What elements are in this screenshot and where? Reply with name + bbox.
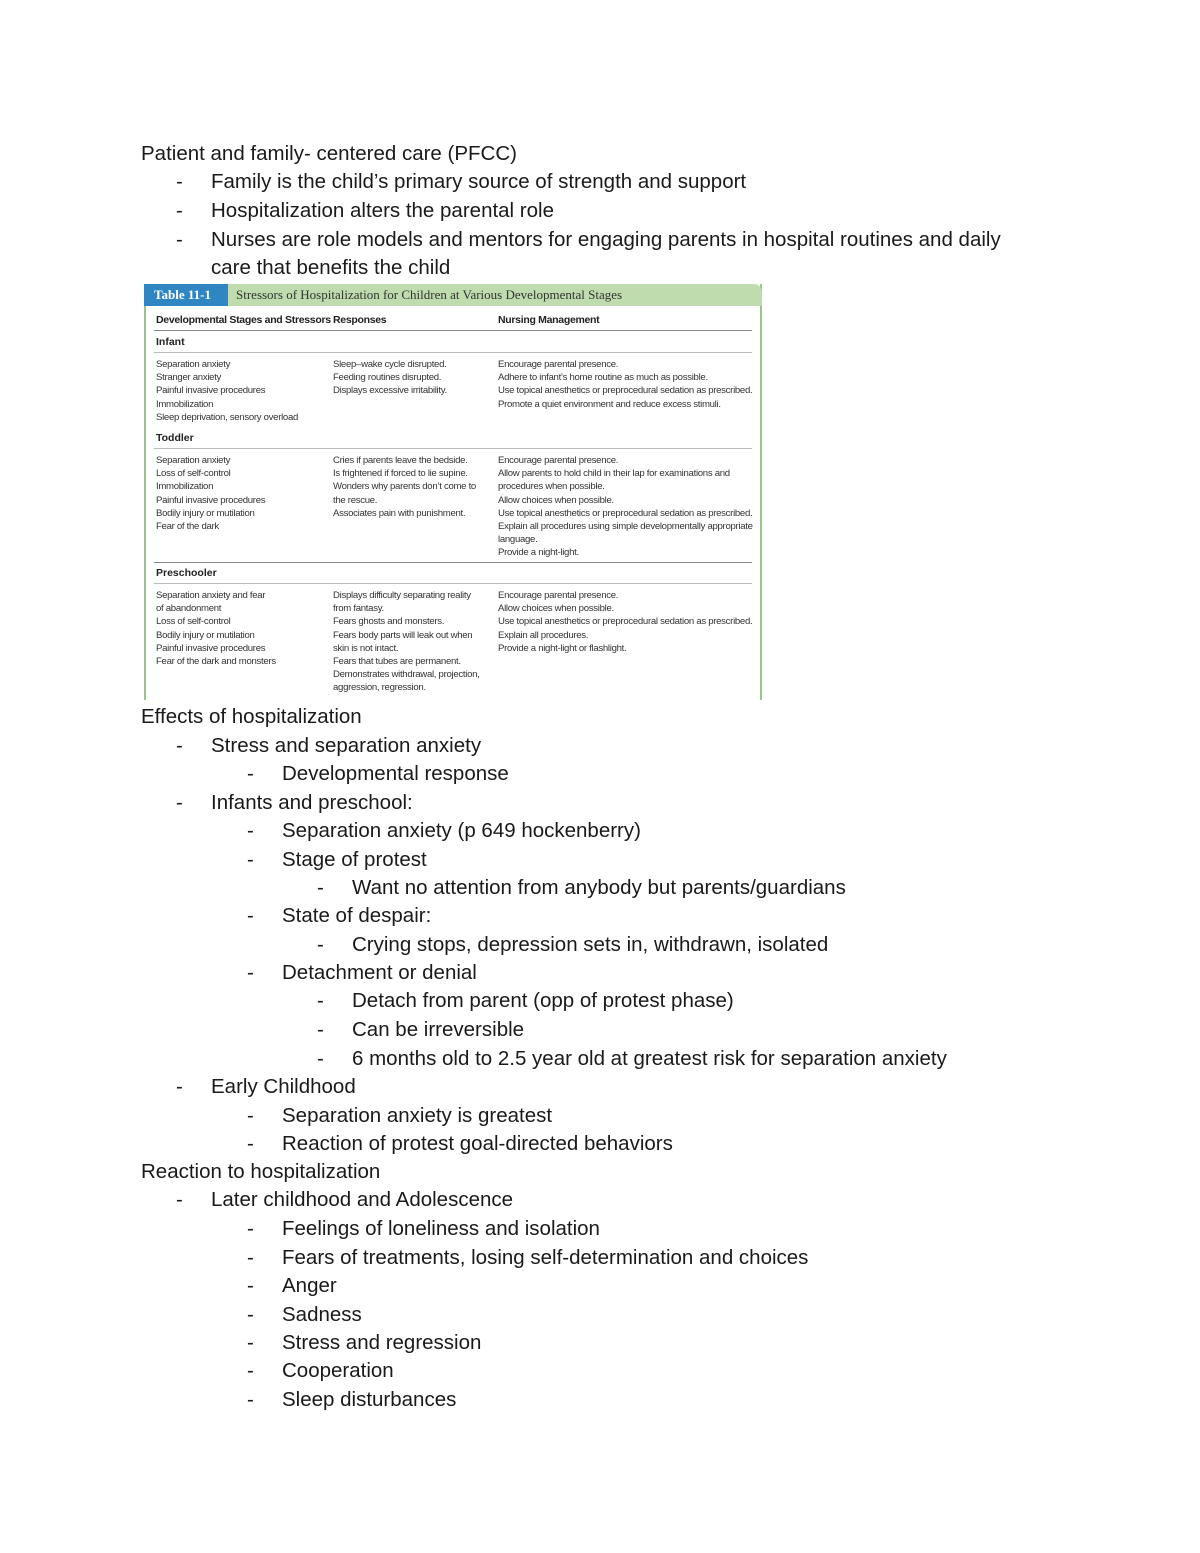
list-item: Detachment or denial: [282, 961, 477, 984]
stage-rule: [154, 352, 752, 353]
table-line: Wonders why parents don’t come to: [333, 481, 476, 493]
list-item: Stress and regression: [282, 1331, 482, 1354]
bullet-dash: -: [247, 819, 254, 842]
table-line: Feeding routines disrupted.: [333, 372, 442, 384]
bullet-dash: -: [247, 1217, 254, 1240]
bullet-dash: -: [176, 791, 183, 814]
table-line: Cries if parents leave the bedside.: [333, 455, 468, 466]
table-line: Adhere to infant’s home routine as much as possible.: [498, 372, 708, 384]
table-line: Displays difficulty separating reality: [333, 590, 471, 601]
table-line: Bodily injury or mutilation: [156, 507, 255, 519]
table-line: Allow parents to hold child in their lap for examinations and: [498, 468, 730, 480]
bullet-item-continuation: care that benefits the child: [211, 256, 451, 279]
bullet-dash: -: [176, 734, 183, 757]
table-line: the rescue.: [333, 494, 378, 506]
table-line: Painful invasive procedures: [156, 642, 266, 654]
bullet-dash: -: [317, 989, 324, 1012]
table-line: Associates pain with punishment.: [333, 507, 466, 519]
cell-responses-infant: [333, 358, 447, 398]
table-line: Demonstrates withdrawal, projection,: [333, 669, 480, 681]
column-header-stressors: Developmental Stages and Stressors: [156, 314, 331, 326]
bullet-dash: -: [176, 1075, 183, 1098]
list-item: Crying stops, depression sets in, withdrawn, isolated: [352, 933, 829, 956]
table-line: Loss of self-control: [156, 468, 231, 480]
stage-label-toddler: Toddler: [156, 432, 194, 444]
cell-management-toddler: [498, 454, 753, 560]
list-item: Separation anxiety (p 649 hockenberry): [282, 819, 641, 842]
bullet-dash: -: [247, 1274, 254, 1297]
list-item: Reaction of protest goal-directed behaviors: [282, 1132, 673, 1155]
header-rule: [154, 330, 752, 331]
table-line: Loss of self-control: [156, 616, 231, 628]
bullet-item: Hospitalization alters the parental role: [211, 199, 554, 222]
table-line: Promote a quiet environment and reduce excess stimuli.: [498, 398, 721, 410]
table-line: Allow choices when possible.: [498, 494, 614, 506]
bullet-dash: -: [247, 1104, 254, 1127]
table-line: Fears ghosts and monsters.: [333, 616, 445, 628]
table-line: Fears body parts will leak out when: [333, 629, 473, 641]
table-line: Use topical anesthetics or preprocedural sedation as prescribed.: [498, 616, 753, 628]
table-line: Sleep deprivation, sensory overload: [156, 411, 299, 423]
bullet-dash: -: [317, 1047, 324, 1070]
table-line: Use topical anesthetics or preprocedural sedation as prescribed.: [498, 507, 753, 519]
list-item: Cooperation: [282, 1359, 394, 1382]
table-line: Fear of the dark: [156, 520, 219, 532]
list-item: Anger: [282, 1274, 337, 1297]
table-line: Stranger anxiety: [156, 372, 222, 384]
table-line: Encourage parental presence.: [498, 590, 619, 601]
cell-responses-toddler: [333, 454, 476, 520]
table-header-bar: [144, 284, 762, 306]
table-line: skin is not intact.: [333, 642, 399, 654]
table-line: Encourage parental presence.: [498, 455, 619, 466]
column-header-responses: Responses: [333, 314, 387, 326]
bullet-dash: -: [176, 228, 183, 251]
bullet-dash: -: [247, 762, 254, 785]
stage-rule: [154, 583, 752, 584]
list-item: Stress and separation anxiety: [211, 734, 482, 757]
table-line: Painful invasive procedures: [156, 385, 266, 397]
table-line: Immobilization: [156, 481, 214, 493]
list-item: Separation anxiety is greatest: [282, 1104, 553, 1127]
table-line: Fears that tubes are permanent.: [333, 655, 461, 667]
table-line: of abandonment: [156, 603, 222, 615]
bullet-dash: -: [247, 1246, 254, 1269]
table-line: Use topical anesthetics or preprocedural sedation as prescribed.: [498, 385, 753, 397]
list-item: Sadness: [282, 1303, 362, 1326]
list-item: Sleep disturbances: [282, 1388, 457, 1411]
table-title: Stressors of Hospitalization for Children at Various Developmental Stages: [236, 287, 623, 302]
list-item: Detach from parent (opp of protest phase): [352, 989, 734, 1012]
list-item: Can be irreversible: [352, 1018, 525, 1041]
table-figure: [144, 284, 762, 700]
table-line: aggression, regression.: [333, 682, 426, 694]
list-item: State of despair:: [282, 904, 432, 927]
cell-stressors-preschooler: [156, 589, 276, 668]
list-item: Early Childhood: [211, 1075, 356, 1098]
cell-stressors-toddler: [156, 454, 265, 533]
table-line: Separation anxiety: [156, 359, 231, 370]
bullet-dash: -: [176, 170, 183, 193]
table-line: Displays excessive irritability.: [333, 385, 447, 397]
bullet-dash: -: [317, 1018, 324, 1041]
bullet-dash: -: [247, 961, 254, 984]
bullet-dash: -: [317, 876, 324, 899]
cell-management-preschooler: [498, 589, 752, 655]
bullet-dash: -: [247, 848, 254, 871]
table-line: Immobilization: [156, 398, 214, 410]
bullet-dash: -: [176, 1188, 183, 1211]
list-item: Developmental response: [282, 762, 509, 785]
table-line: Explain all procedures using simple developmentally appropriate: [498, 520, 753, 532]
cell-stressors-infant: [156, 358, 298, 424]
table-line: language.: [498, 534, 538, 546]
bullet-dash: -: [247, 1388, 254, 1411]
bullet-dash: -: [247, 1331, 254, 1354]
table-line: Painful invasive procedures: [156, 494, 266, 506]
list-item: Infants and preschool:: [211, 791, 413, 814]
bullet-dash: -: [247, 1132, 254, 1155]
bullet-dash: -: [247, 1303, 254, 1326]
list-item: Stage of protest: [282, 848, 427, 871]
column-header-management: Nursing Management: [498, 314, 600, 326]
table-line: Fear of the dark and monsters: [156, 655, 276, 667]
cell-responses-preschooler: [333, 589, 480, 695]
table-line: Allow choices when possible.: [498, 603, 614, 615]
list-item: Feelings of loneliness and isolation: [282, 1217, 600, 1240]
table-line: Explain all procedures.: [498, 629, 589, 641]
bullet-dash: -: [317, 933, 324, 956]
bullet-dash: -: [176, 199, 183, 222]
stage-rule: [154, 448, 752, 449]
bullet-dash: -: [247, 904, 254, 927]
group-rule: [154, 562, 752, 563]
list-item: Later childhood and Adolescence: [211, 1188, 514, 1211]
bullet-dash: -: [247, 1359, 254, 1382]
table-line: Provide a night-light or flashlight.: [498, 642, 627, 654]
table-line: Separation anxiety and fear: [156, 590, 266, 601]
bullet-item: Nurses are role models and mentors for engaging parents in hospital routines and daily: [211, 228, 1001, 251]
list-item: Want no attention from anybody but parents/guardians: [352, 876, 846, 899]
list-item: Fears of treatments, losing self-determination and choices: [282, 1246, 809, 1269]
stage-label-infant: Infant: [156, 336, 185, 348]
section-heading: Effects of hospitalization: [141, 705, 362, 728]
table-line: from fantasy.: [333, 603, 384, 615]
section-heading: Reaction to hospitalization: [141, 1160, 381, 1183]
table-line: Bodily injury or mutilation: [156, 629, 255, 641]
table-line: procedures when possible.: [498, 481, 605, 493]
cell-management-infant: [498, 358, 752, 411]
table-number: Table 11-1: [144, 284, 228, 306]
table-line: Sleep–wake cycle disrupted.: [333, 359, 447, 370]
stage-label-preschooler: Preschooler: [156, 567, 217, 579]
table-line: Is frightened if forced to lie supine.: [333, 468, 468, 480]
table-line: Encourage parental presence.: [498, 359, 619, 370]
table-line: Provide a night-light.: [498, 547, 579, 559]
table-line: Separation anxiety: [156, 455, 231, 466]
bullet-item: Family is the child’s primary source of strength and support: [211, 170, 747, 193]
section-heading-pfcc: Patient and family- centered care (PFCC): [141, 142, 517, 165]
list-item: 6 months old to 2.5 year old at greatest risk for separation anxiety: [352, 1047, 947, 1070]
